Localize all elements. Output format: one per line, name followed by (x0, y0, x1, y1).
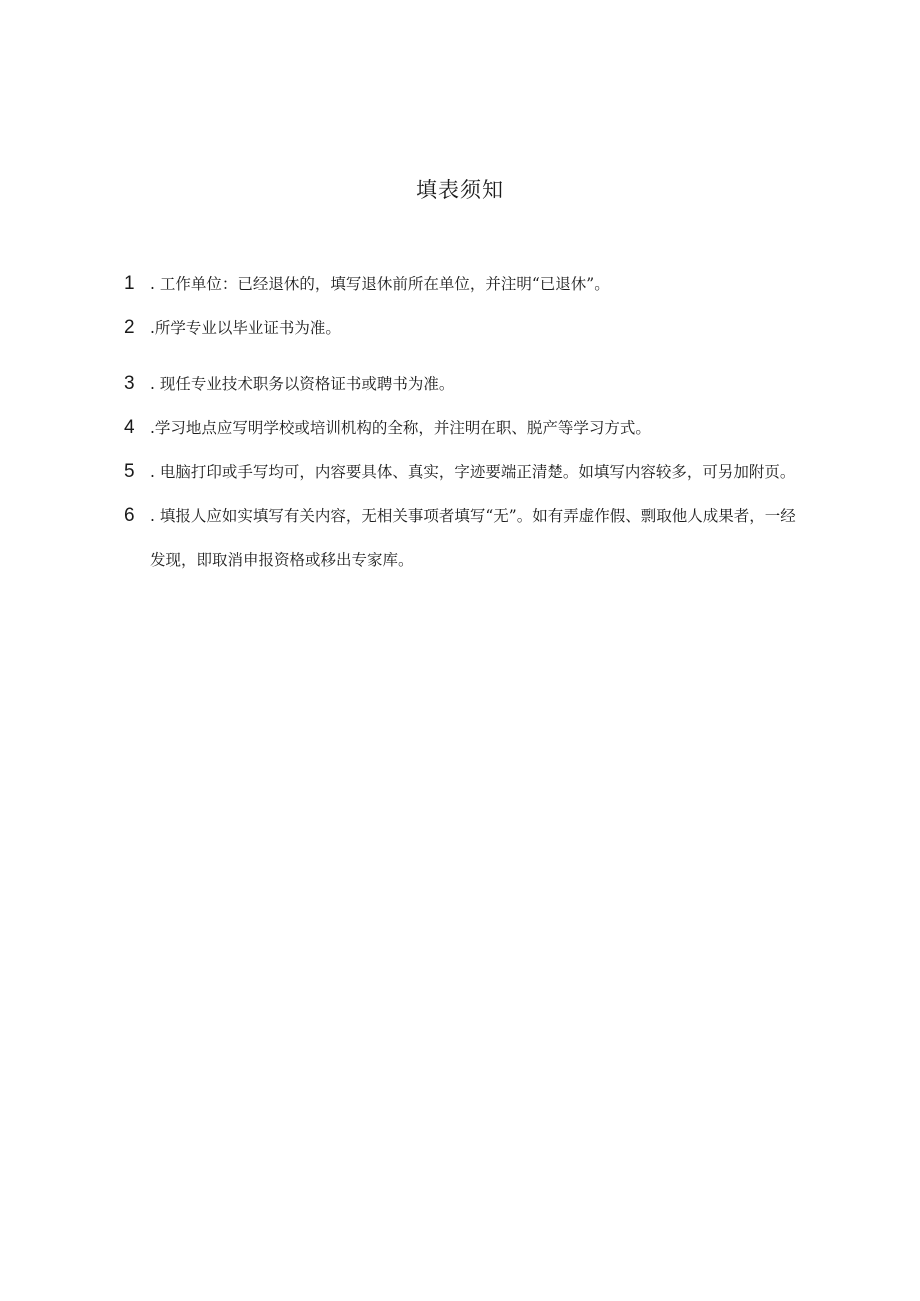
notice-item-2 (124, 306, 804, 350)
notice-item-1 (124, 262, 804, 306)
item-number: 4 (124, 417, 135, 438)
item-text: . 工作单位：已经退休的，填写退休前所在单位，并注明“已退休”。 (150, 275, 610, 293)
item-number: 1 (124, 273, 135, 294)
item-text: . 填报人应如实填写有关内容，无相关事项者填写“无”。如有弄虚作假、剽取他人成果者，一经发现，即取消申报资格或移出专家库。 (150, 507, 796, 569)
notice-list (124, 262, 804, 582)
notice-item-3 (124, 362, 804, 406)
item-number: 6 (124, 505, 135, 526)
item-text: .所学专业以毕业证书为准。 (150, 319, 341, 337)
document-title: 填表须知 (416, 178, 504, 202)
item-text: . 电脑打印或手写均可，内容要具体、真实，字迹要端正清楚。如填写内容较多，可另加附页。 (150, 463, 796, 481)
notice-item-6 (124, 494, 804, 582)
item-number: 3 (124, 373, 135, 394)
notice-item-5 (124, 450, 804, 494)
item-text: .学习地点应写明学校或培训机构的全称，并注明在职、脱产等学习方式。 (150, 419, 651, 437)
notice-item-4 (124, 406, 804, 450)
item-number: 2 (124, 317, 135, 338)
item-text: . 现任专业技术职务以资格证书或聘书为准。 (150, 375, 455, 393)
item-number: 5 (124, 461, 135, 482)
